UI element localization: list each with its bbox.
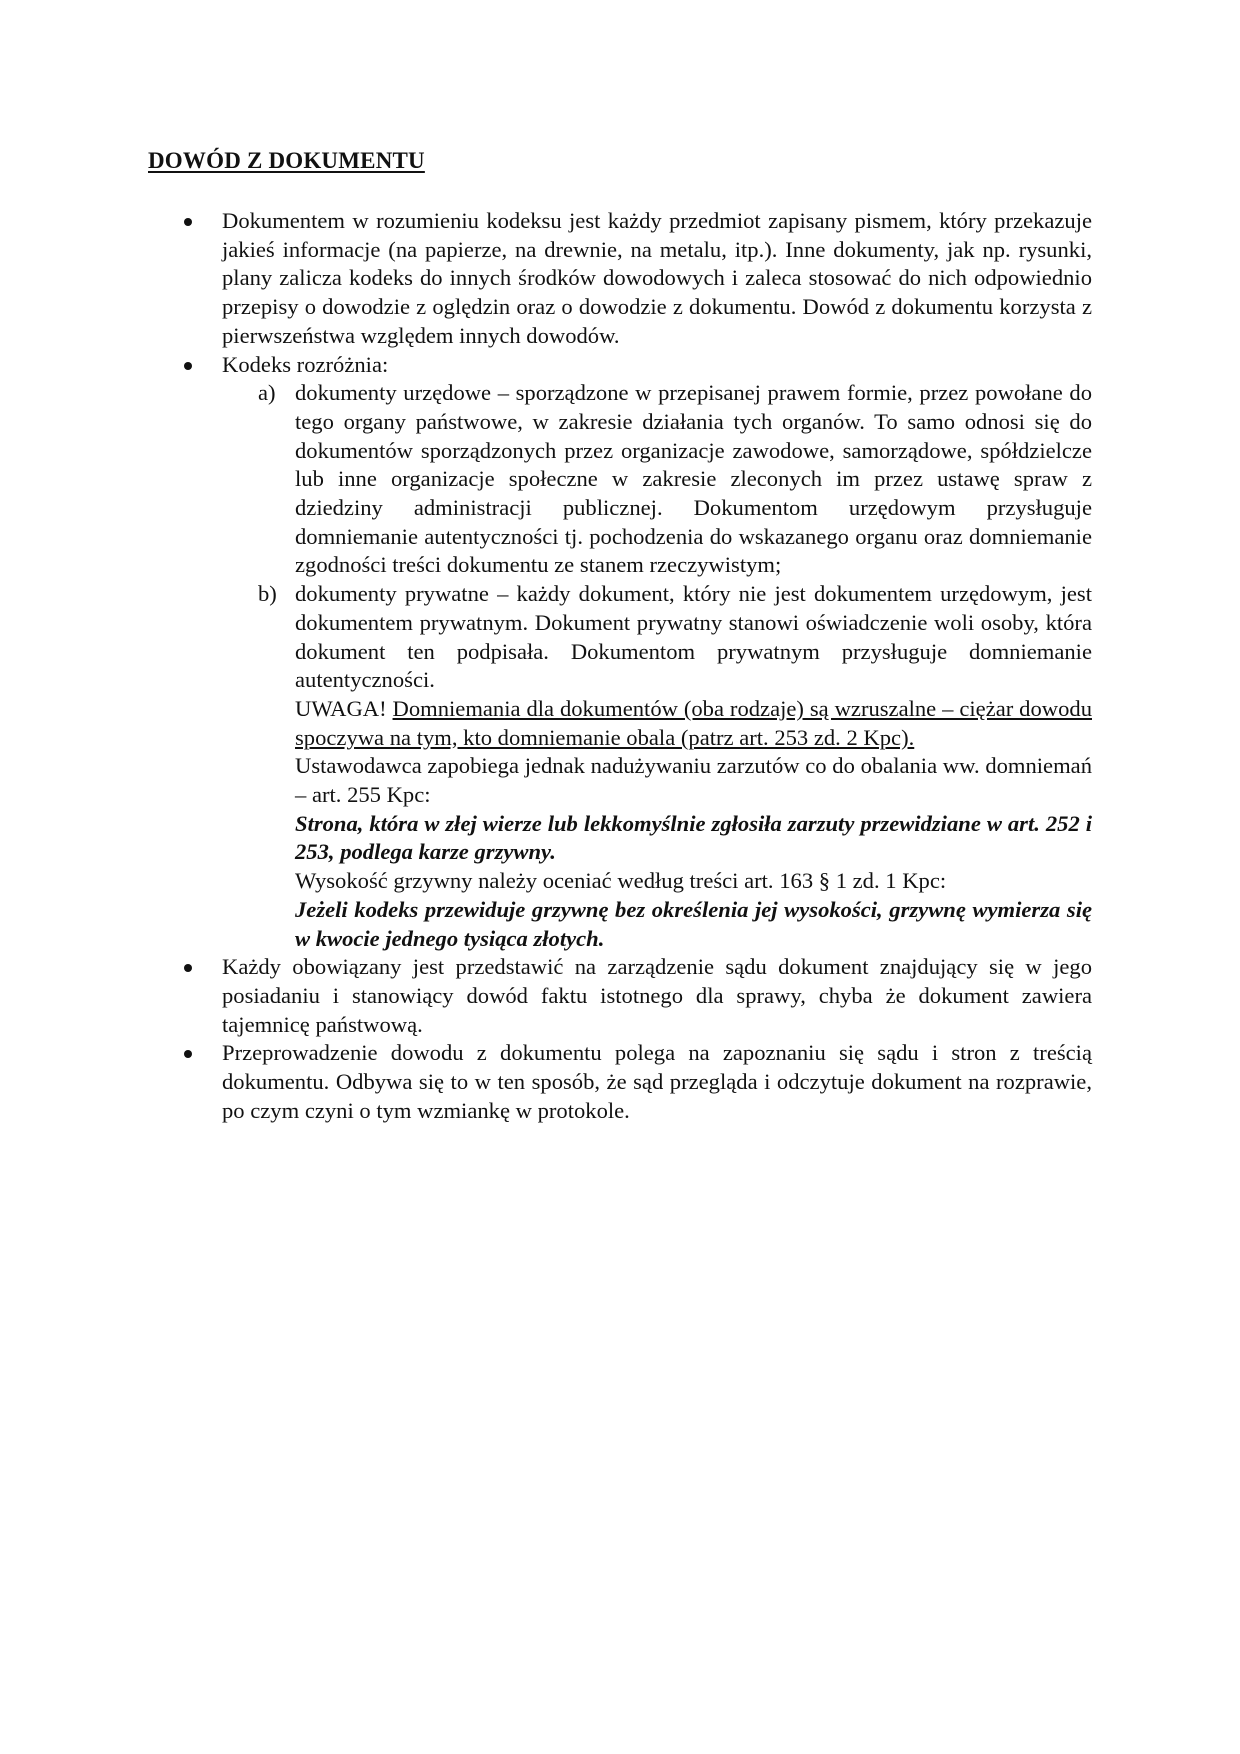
art-255-quote: Strona, która w złej wierze lub lekkomyślnie zgłosiła zarzuty przewidziane w art. 252 i 253, podlega karze grzywny. — [295, 810, 1092, 865]
document-types-list — [258, 379, 1092, 953]
list-item-text: dokumenty urzędowe – sporządzone w przepisanej prawem formie, przez powołane do tego organy państwowe, w zakresie działania tych organów. To samo odnosi się do dokumentów sporządzonych przez organizacje zawodowe, samorządowe, spółdzielcze lub inne organizacje społeczne w zakresie zleconych im przez ustawę spraw z dziedziny administracji publicznej. Dokumentom urzędowym przysługuje domniemanie autentyczności tj. pochodzenia do wskazanego organu oraz domniemanie zgodności treści dokumentu ze stanem rzeczywistym; — [295, 380, 1092, 578]
bullet-przeprowadzenie-dowodu: Przeprowadzenie dowodu z dokumentu polega na zapoznaniu się sądu i stron z treścią dokumentu. Odbywa się to w ten sposób, że sąd przegląda i odczytuje dokument na rozprawie, po czym czyni o tym wzmiankę w protokole. — [222, 1039, 1092, 1125]
uwaga-note — [295, 695, 1092, 752]
art-163-intro: Wysokość grzywny należy oceniać według treści art. 163 § 1 zd. 1 Kpc: — [295, 868, 947, 894]
list-item-dokumenty-urzedowe — [258, 379, 1092, 580]
bullet-kodeks-rozroznia: Kodeks rozróżnia: — [222, 351, 1092, 380]
bullet-definition: Dokumentem w rozumieniu kodeksu jest każdy przedmiot zapisany pismem, który przekazuje jakieś informacje (na papierze, na drewnie, na metalu, itp.). Inne dokumenty, jak np. rysunki, plany zalicza kodeks do innych środków dowodowych i zaleca stosować do nich odpowiednio przepisy o dowodzie z oględzin oraz o dowodzie z dokumentu. Dowód z dokumentu korzysta z pierwszeństwa względem innych dowodów. — [222, 207, 1092, 351]
uwaga-underlined-text: Domniemania dla dokumentów (oba rodzaje) są wzruszalne – ciężar dowodu spoczywa na tym, kto domniemanie obala (patrz art. 253 zd. 2 Kpc). — [295, 695, 1092, 750]
art-255-intro: Ustawodawca zapobiega jednak nadużywaniu zarzutów co do obalania ww. domniemań – art. 255 Kpc: — [295, 753, 1092, 808]
list-item-text: dokumenty prywatne – każdy dokument, który nie jest dokumentem urzędowym, jest dokumentem prywatnym. Dokument prywatny stanowi oświadczenie woli osoby, która dokument ten podpisała. Dokumentom prywatnym przysługuje domniemanie autentyczności. — [295, 581, 1092, 693]
document-body — [222, 207, 1092, 1126]
list-marker: b) — [258, 581, 277, 607]
art-163-quote: Jeżeli kodeks przewiduje grzywnę bez określenia jej wysokości, grzywnę wymierza się w kwocie jednego tysiąca złotych. — [295, 896, 1092, 951]
uwaga-label: UWAGA! — [295, 695, 393, 721]
document-title: DOWÓD Z DOKUMENTU — [148, 148, 425, 173]
list-item-dokumenty-prywatne — [258, 580, 1092, 695]
bullet-obowiazek-przedstawienia: Każdy obowiązany jest przedstawić na zarządzenie sądu dokument znajdujący się w jego posiadaniu i stanowiący dowód faktu istotnego dla sprawy, chyba że dokument zawiera tajemnicę państwową. — [222, 953, 1092, 1039]
list-marker: a) — [258, 380, 276, 406]
